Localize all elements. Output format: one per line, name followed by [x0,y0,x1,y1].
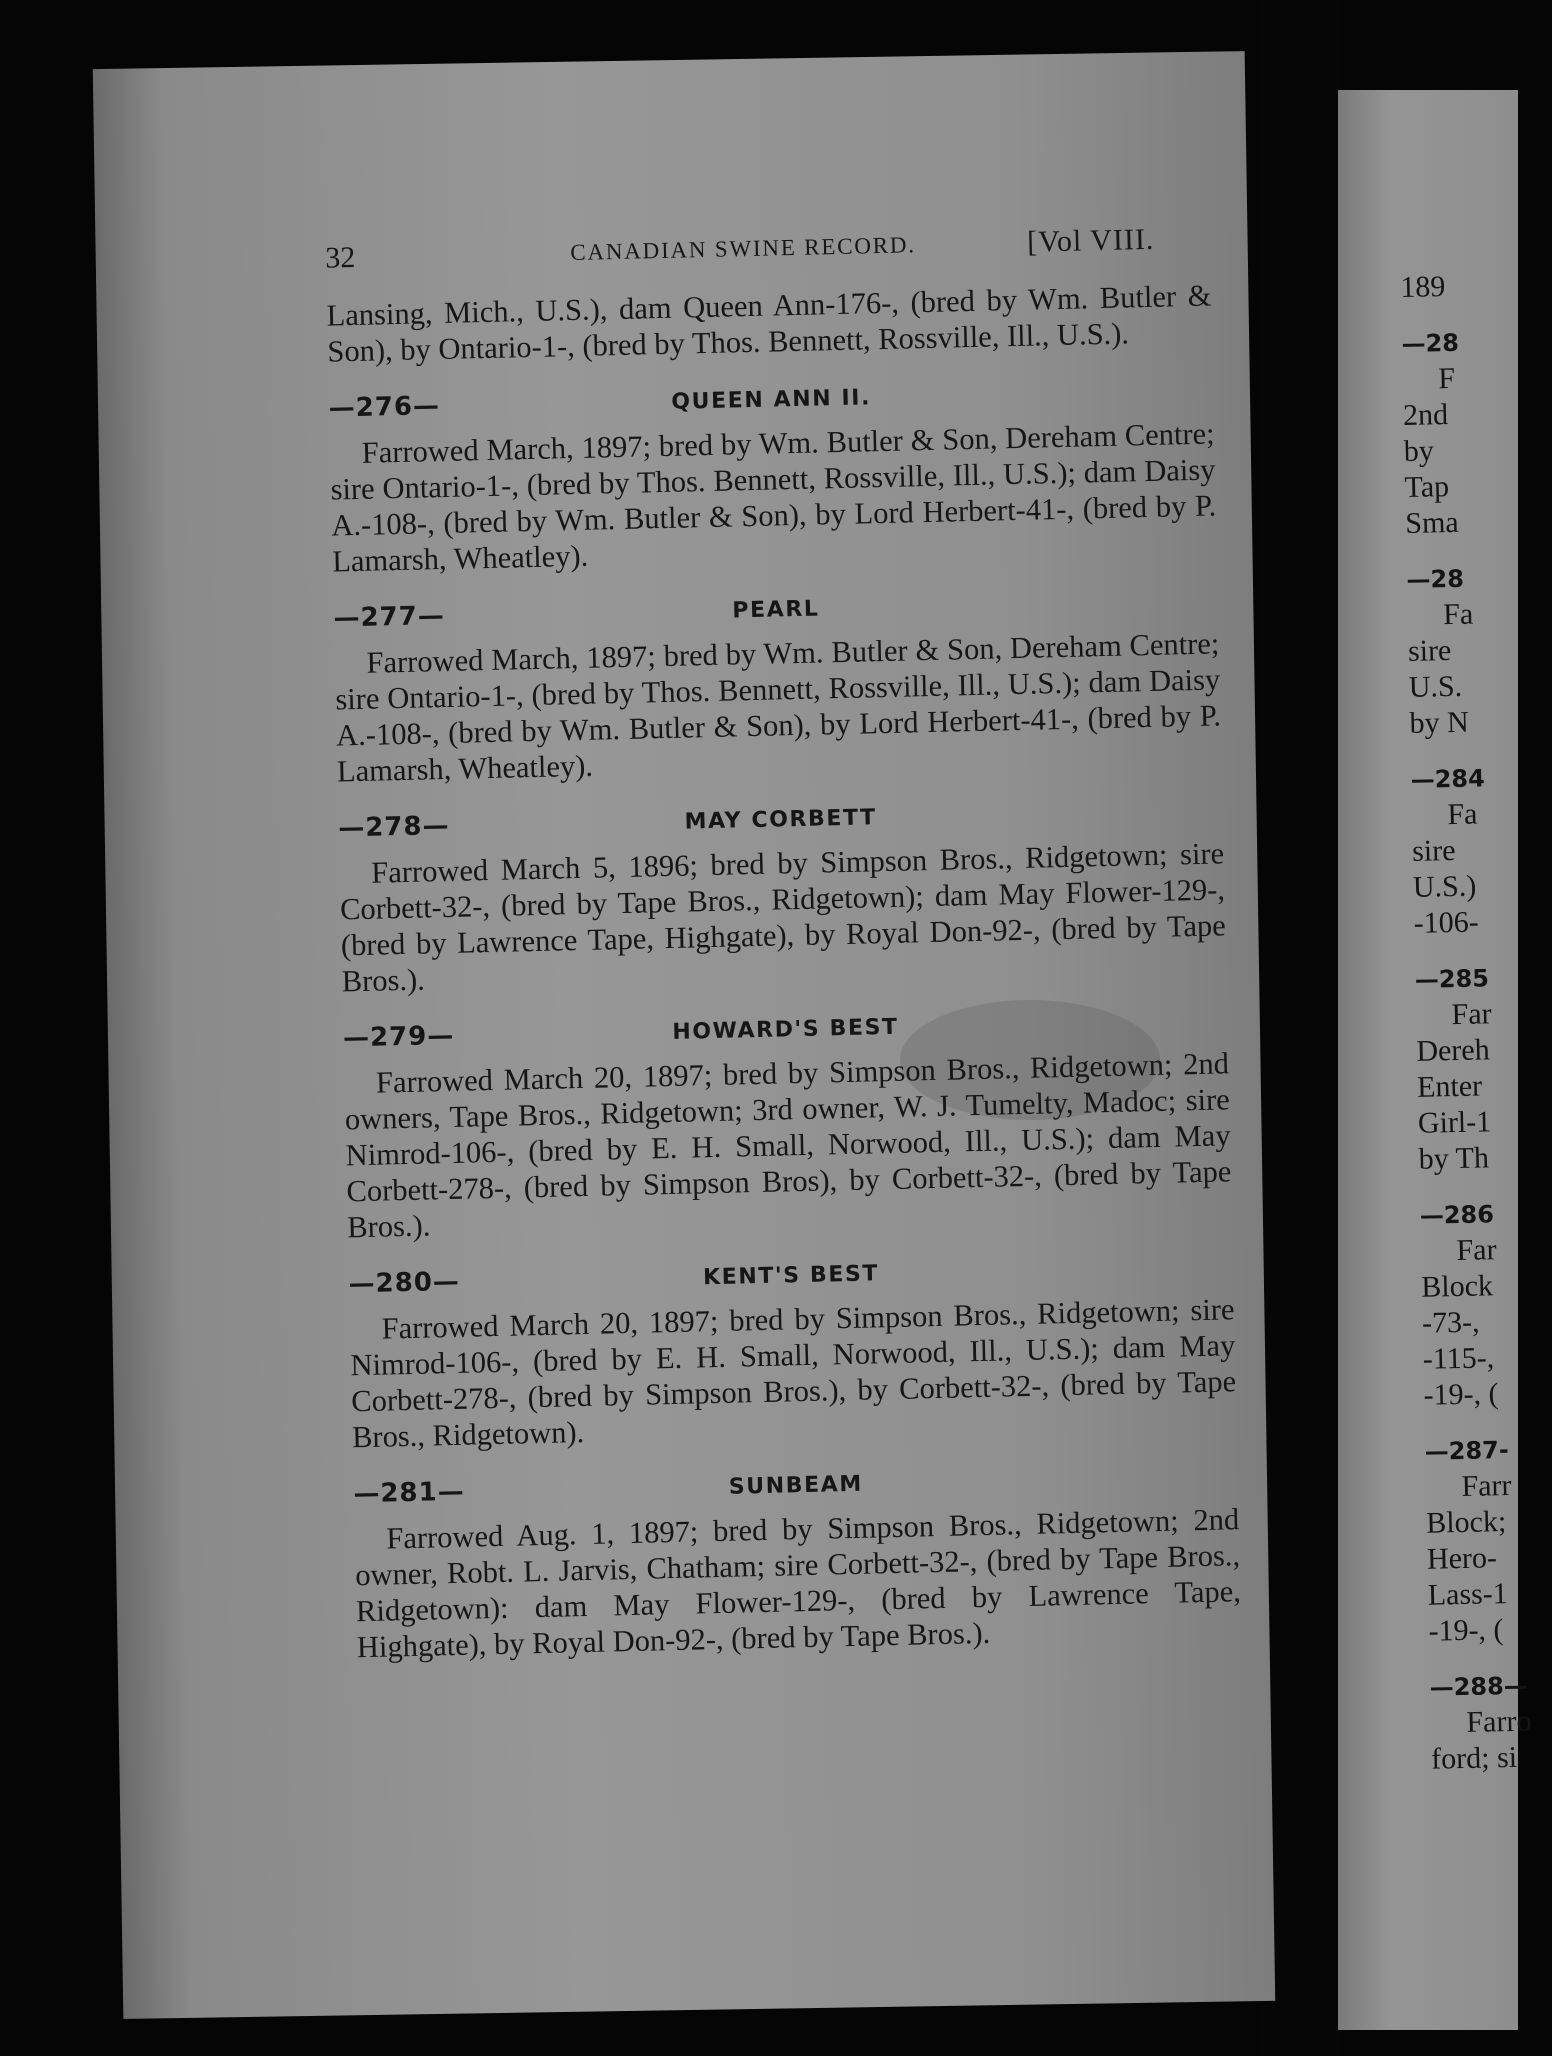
fragment-line: Farro [1466,1704,1532,1739]
fragment-line: -73-, [1421,1305,1480,1340]
fragment-line: Sma [1404,505,1459,540]
entry-number: —281— [353,1476,465,1510]
fragment-line: Hero- [1426,1541,1498,1576]
fragment-line: -106- [1413,905,1480,940]
fragment-line: Far [1451,997,1492,1032]
page-content [175,222,1242,1669]
fragment-line: Girl-1 [1417,1105,1492,1140]
fragment-entry-number: —287- [1424,1435,1510,1466]
fragment-line: sire [1411,833,1456,868]
entry-number: —278— [337,810,450,844]
intro-line: Rossville, Ill., U.S.). [877,316,1130,357]
fragment-line: Fa [1442,597,1474,632]
volume-label: [Vol VIII. [1026,222,1155,259]
entry-name: QUEEN ANN II. [671,385,872,415]
entry-text: Farrowed March, 1897; bred by Wm. Butler & Son, Dereham Centre; sire Ontario-1-, (bred by Thos. Bennett, Rossville, Ill., U.S.); dam Daisy A.-108-, (bred by Wm. Butler & Son), by Lord Herbert-41-, (bred by P. Lamarsh, Wheatley). [330,416,1217,579]
page-number: 32 [324,240,356,275]
fragment-line: Block [1420,1269,1494,1304]
entry-number: —279— [342,1020,455,1054]
fragment-line: -19-, ( [1428,1613,1504,1648]
fragment-entry-number: —284 [1410,764,1486,794]
fragment-line: ford; si [1430,1740,1518,1776]
fragment-entry-number: —285 [1414,964,1490,994]
fragment-line: sire [1407,634,1452,668]
fragment-line: F [1437,361,1456,396]
fragment-entry-number: —28 [1401,328,1460,358]
entry-number: —277— [333,600,446,634]
fragment-line: Farr [1461,1468,1512,1503]
entry-name: PEARL [732,596,820,624]
fragment-line: by N [1409,705,1470,740]
fragment-entry-number: —288— [1429,1671,1529,1702]
fragment-line: 2nd [1402,398,1449,432]
fragment-line: U.S. [1408,669,1463,704]
fragment-line: U.S.) [1412,869,1477,904]
fragment-line: Lass-1 [1427,1577,1509,1612]
fragment-line: by [1403,434,1435,468]
entry-number: —280— [348,1266,461,1300]
book-gutter [1262,0,1338,2056]
journal-title: CANADIAN SWINE RECORD. [569,232,917,266]
entry-number: —276— [328,391,441,424]
fragment-line: by Th [1418,1141,1490,1176]
fragment-line: Dereh [1416,1033,1490,1068]
entry-text: Farrowed March, 1897; bred by Wm. Butler & Son, Dereham Centre; sire Ontario-1-, (bred by Thos. Bennett, Rossville, Ill., U.S.); dam Daisy A.-108-, (bred by Wm. Butler & Son), by Lord Herbert-41-, (bred by P. Lamarsh, Wheatley). [334,626,1222,789]
entry-text: Farrowed Aug. 1, 1897; bred by Simpson Bros., Ridgetown; 2nd owner, Robt. L. Jarvis, Chatham; sire Corbett-32-, (bred by Tape Bros., Ridgetown): dam May Flower-129-, (bred by Lawrence Tape, Highgate), by Royal Don-92-, (bred by Tape Bros.). [354,1502,1242,1665]
entry-text: Farrowed March 5, 1896; bred by Simpson Bros., Ridgetown; sire Corbett-32-, (bred by Tape Bros., Ridgetown); dam May Flower-129-, (bred by Lawrence Tape, Highgate), by Royal Don-92-, (bred by Tape Bros.). [339,836,1227,999]
fragment-entry-number: —28 [1406,564,1465,594]
fragment-line: Block; [1425,1505,1507,1540]
fragment-line: Fa [1447,797,1478,832]
fragment-line: -115-, [1422,1341,1495,1376]
fragment-line: Far [1456,1233,1497,1268]
fragment-entry-number: —286 [1419,1200,1495,1230]
intro-line: Lansing, Mich., U.S.), dam Queen Ann-176-, (bred by [326,282,1018,333]
entry-text: Farrowed March 20, 1897; bred by Simpson Bros., Ridgetown; 2nd owners, Tape Bros., Ridgetown; 3rd owner, W. J. Tumelty, Madoc; sire Nimrod-106-, (bred by E. H. Small, Norwood, Ill., U.S.); dam May Corbett-278-, (bred by Simpson Bros), by Corbett-32-, (bred by Tape Bros.). [344,1046,1232,1245]
entry-name: SUNBEAM [728,1471,864,1500]
entry-text: Farrowed March 20, 1897; bred by Simpson Bros., Ridgetown; sire Nimrod-106-, (bred by E. H. Small, Norwood, Ill., U.S.); dam May Corbett-278-, (bred by Simpson Bros.), by Corbett-32-, (bred by Tape Bros., Ridgetown). [350,1292,1237,1455]
entry-name: MAY CORBETT [684,805,878,835]
intro-line: Wm. Butler & Son), by Ontario-1-, (bred by Thos. Bennett, [327,278,1212,369]
fragment-line: -19-, ( [1423,1377,1499,1412]
fragment-line: Enter [1416,1069,1483,1104]
entry-name: KENT'S BEST [702,1261,880,1291]
fragment-line: Tap [1404,470,1450,504]
fragment-line: 189 [1400,270,1446,304]
entry-name: HOWARD'S BEST [672,1014,899,1045]
